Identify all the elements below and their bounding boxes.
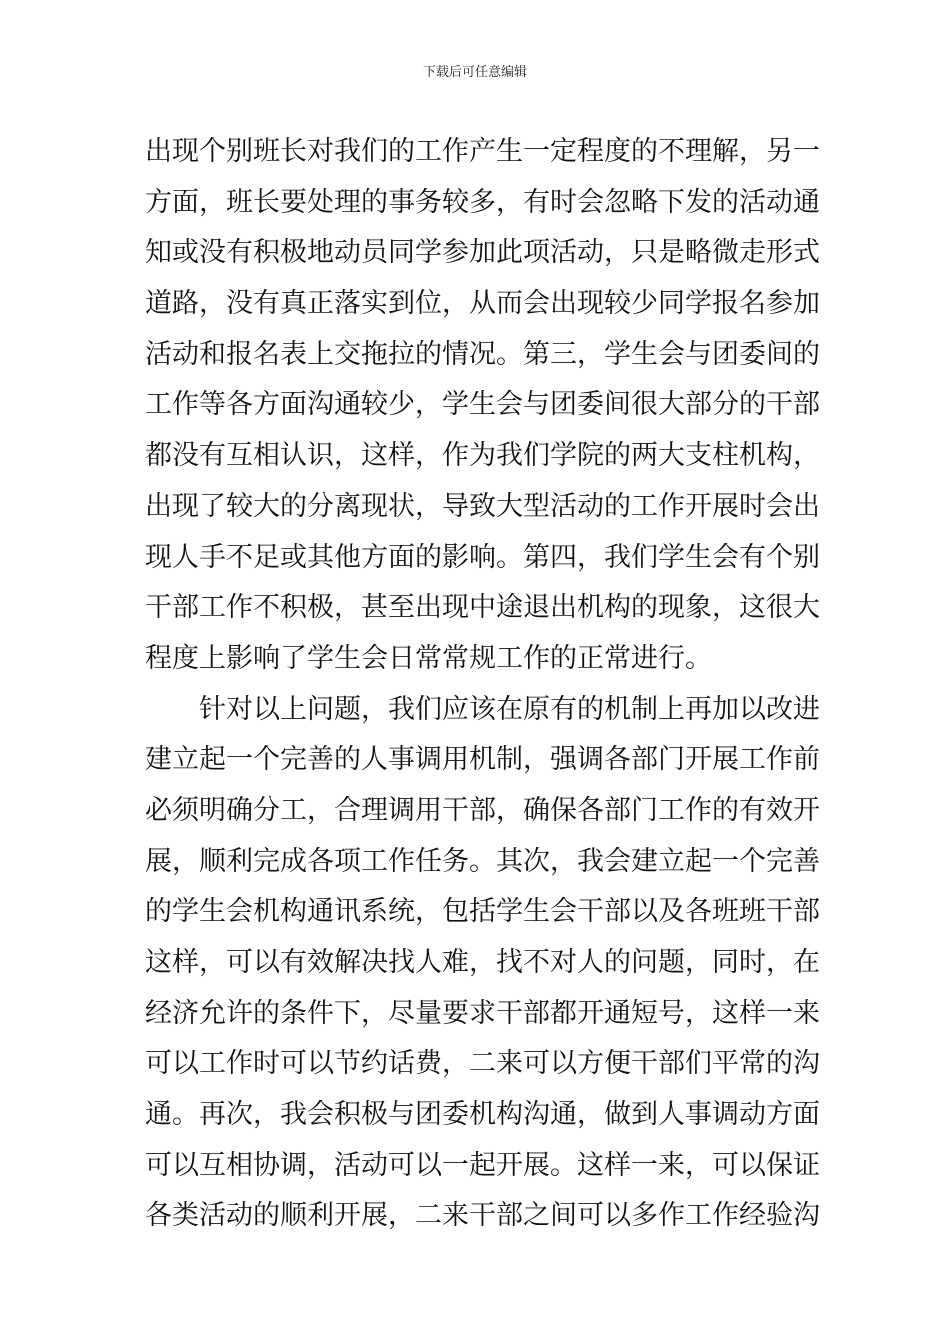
text-line: 活动和报名表上交拖拉的情况。第三，学生会与团委间的 (145, 338, 820, 370)
text-line: 知或没有积极地动员同学参加此项活动，只是略微走形式 (145, 237, 820, 269)
text-line: 干部工作不积极，甚至出现中途退出机构的现象，这很大 (145, 592, 820, 624)
text-line: 针对以上问题，我们应该在原有的机制上再加以改进 (199, 693, 820, 725)
text-line: 可以互相协调，活动可以一起开展。这样一来，可以保证 (145, 1149, 820, 1181)
text-line: 道路，没有真正落实到位，从而会出现较少同学报名参加 (145, 288, 820, 320)
text-line: 建立起一个完善的人事调用机制，强调各部门开展工作前 (145, 744, 820, 776)
text-line: 出现个别班长对我们的工作产生一定程度的不理解，另一 (145, 136, 820, 167)
text-line: 可以工作时可以节约话费，二来可以方便干部们平常的沟 (145, 1048, 820, 1080)
paragraph-2 (145, 685, 820, 1243)
text-line: 这样，可以有效解决找人难，找不对人的问题，同时，在 (145, 947, 820, 978)
text-line: 经济允许的条件下，尽量要求干部都开通短号，这样一来 (145, 997, 820, 1029)
text-line: 现人手不足或其他方面的影响。第四，我们学生会有个别 (145, 541, 820, 573)
text-line: 展，顺利完成各项工作任务。其次，我会建立起一个完善 (145, 845, 820, 877)
page-header: 下载后可任意编辑 (422, 65, 527, 80)
text-line: 的学生会机构通讯系统，包括学生会干部以及各班班干部 (145, 896, 820, 928)
text-line: 工作等各方面沟通较少，学生会与团委间很大部分的干部 (145, 389, 820, 421)
text-line: 通。再次，我会积极与团委机构沟通，做到人事调动方面 (145, 1099, 820, 1131)
text-line: 方面，班长要处理的事务较多，有时会忽略下发的活动通 (145, 186, 820, 218)
text-line: 各类活动的顺利开展，二来干部之间可以多作工作经验沟 (145, 1200, 820, 1232)
paragraph-1 (145, 127, 820, 685)
document-body (145, 127, 820, 1242)
text-line: 必须明确分工，合理调用干部，确保各部门工作的有效开 (145, 794, 820, 826)
text-line: 都没有互相认识，这样，作为我们学院的两大支柱机构， (145, 440, 820, 472)
text-line: 程度上影响了学生会日常常规工作的正常进行。 (145, 642, 712, 674)
text-line: 出现了较大的分离现状，导致大型活动的工作开展时会出 (145, 490, 820, 522)
